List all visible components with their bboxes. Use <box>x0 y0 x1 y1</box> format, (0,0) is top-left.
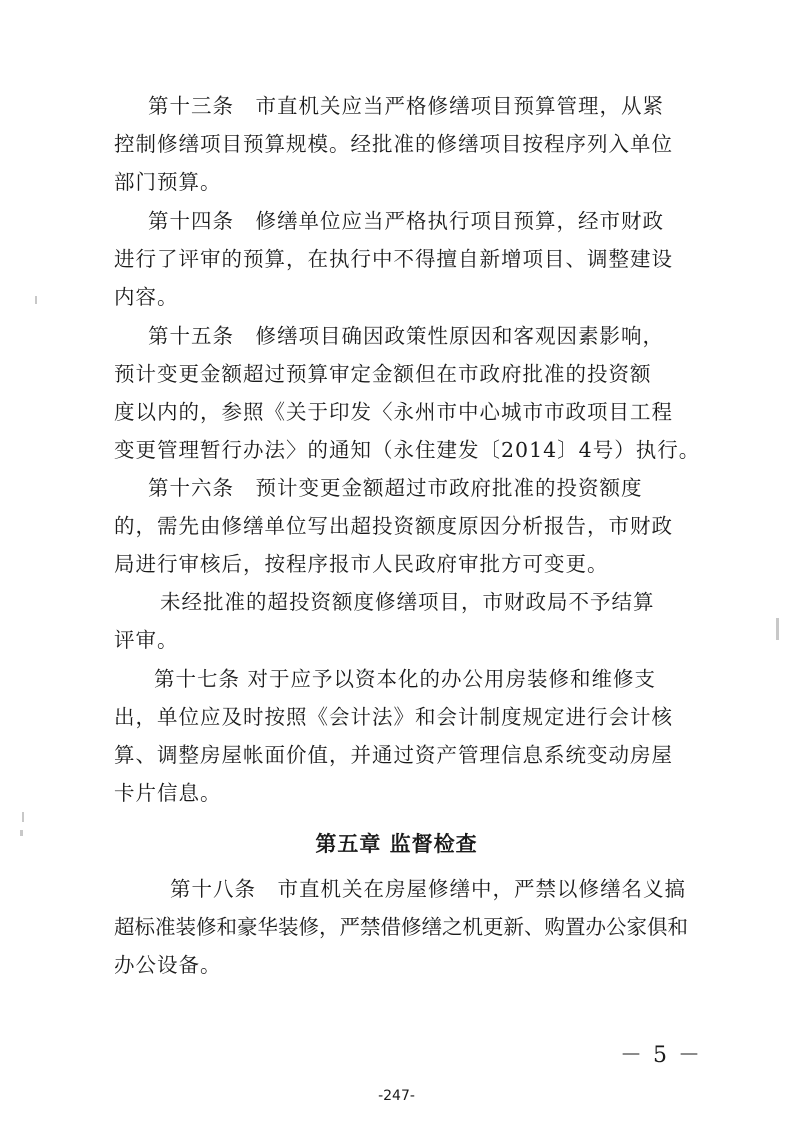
scan-speck <box>776 618 779 640</box>
page-number: － 5 － <box>620 1043 702 1068</box>
article-14-line-2: 进行了评审的预算，在执行中不得擅自新增项目、调整建设 <box>114 247 673 271</box>
article-13-line-3: 部门预算。 <box>114 170 222 194</box>
article-15-line-3: 度以内的，参照《关于印发〈永州市中心城市市政项目工程 <box>114 400 673 424</box>
chapter-heading: 第五章 监督检查 <box>315 832 478 856</box>
article-18-line-3: 办公设备。 <box>114 953 222 977</box>
article-14-line-3: 内容。 <box>114 285 179 309</box>
article-16-line-2: 的，需先由修缮单位写出超投资额度原因分析报告，市财政 <box>114 514 673 538</box>
article-15-line-4: 变更管理暂行办法〉的通知（永住建发〔2014〕4号）执行。 <box>114 438 701 462</box>
article-13-line-1: 第十三条 市直机关应当严格修缮项目预算管理，从紧 <box>148 94 664 118</box>
article-18-line-1: 第十八条 市直机关在房屋修缮中，严禁以修缮名义搞 <box>170 877 686 901</box>
article-17-line-2: 出，单位应及时按照《会计法》和会计制度规定进行会计核 <box>114 705 673 729</box>
footer-page-number: -247- <box>378 1088 415 1104</box>
article-17-line-3: 算、调整房屋帐面价值，并通过资产管理信息系统变动房屋 <box>114 743 673 767</box>
article-17-line-1: 第十七条 对于应予以资本化的办公用房装修和维修支 <box>154 667 657 691</box>
article-16-line-1: 第十六条 预计变更金额超过市政府批准的投资额度 <box>148 476 643 500</box>
article-15-line-2: 预计变更金额超过预算审定金额但在市政府批准的投资额 <box>114 362 652 386</box>
article-14-line-1: 第十四条 修缮单位应当严格执行项目预算，经市财政 <box>148 209 664 233</box>
article-16-cont-line-2: 评审。 <box>114 628 179 652</box>
scan-speck <box>22 812 24 822</box>
article-16-line-3: 局进行审核后，按程序报市人民政府审批方可变更。 <box>114 552 609 576</box>
article-16-cont-line-1: 未经批准的超投资额度修缮项目，市财政局不予结算 <box>160 590 655 614</box>
article-17-line-4: 卡片信息。 <box>114 781 222 805</box>
scan-speck <box>20 830 23 836</box>
article-15-line-1: 第十五条 修缮项目确因政策性原因和客观因素影响， <box>148 324 664 348</box>
article-13-line-2: 控制修缮项目预算规模。经批准的修缮项目按程序列入单位 <box>114 132 673 156</box>
article-18-line-2: 超标准装修和豪华装修，严禁借修缮之机更新、购置办公家俱和 <box>114 915 688 939</box>
scan-speck <box>35 296 37 304</box>
